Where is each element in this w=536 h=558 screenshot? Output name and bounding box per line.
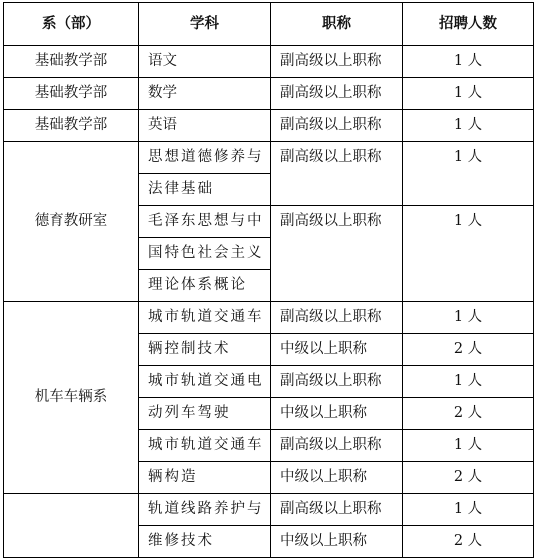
title-cell: 副高级以上职称 [271,430,403,462]
count-cell: 1 人 [403,206,534,302]
count-cell: 1 人 [403,302,534,334]
count-cell: 1 人 [403,366,534,398]
count-cell: 2 人 [403,398,534,430]
subject-line: 理论体系概论 [139,270,271,302]
subject-line: 城市轨道交通车 [139,302,271,334]
subject-line: 辆控制技术 [139,334,271,366]
title-cell: 副高级以上职称 [271,142,403,206]
title-cell: 副高级以上职称 [271,110,403,142]
count-cell: 1 人 [403,430,534,462]
subject-line: 动列车驾驶 [139,398,271,430]
subject-cell: 语文 [139,46,271,78]
table-row [4,302,534,334]
recruitment-table [3,2,534,558]
header-title: 职称 [271,3,403,46]
count-cell: 2 人 [403,462,534,494]
table-row [4,494,534,526]
subject-line: 轨道线路养护与 [139,494,271,526]
subject-line: 思想道德修养与 [139,142,271,174]
table-row [4,142,534,174]
count-cell: 1 人 [403,110,534,142]
title-cell: 中级以上职称 [271,398,403,430]
header-dept: 系（部） [4,3,139,46]
subject-line: 国特色社会主义 [139,238,271,270]
count-cell: 1 人 [403,494,534,526]
title-cell: 副高级以上职称 [271,46,403,78]
count-cell: 1 人 [403,142,534,206]
count-cell: 2 人 [403,526,534,558]
title-cell: 副高级以上职称 [271,78,403,110]
subject-line: 城市轨道交通电 [139,366,271,398]
title-cell: 副高级以上职称 [271,366,403,398]
header-row [4,3,534,46]
count-cell: 1 人 [403,78,534,110]
subject-line: 毛泽东思想与中 [139,206,271,238]
title-cell: 中级以上职称 [271,334,403,366]
table-row [4,46,534,78]
header-subject: 学科 [139,3,271,46]
dept-cell [4,494,139,558]
dept-cell: 基础教学部 [4,110,139,142]
title-cell: 副高级以上职称 [271,302,403,334]
dept-cell: 基础教学部 [4,46,139,78]
subject-cell: 数学 [139,78,271,110]
dept-cell: 德育教研室 [4,142,139,302]
dept-cell: 基础教学部 [4,78,139,110]
dept-cell: 机车车辆系 [4,302,139,494]
table-row [4,110,534,142]
subject-line: 辆构造 [139,462,271,494]
count-cell: 1 人 [403,46,534,78]
count-cell: 2 人 [403,334,534,366]
title-cell: 副高级以上职称 [271,206,403,302]
title-cell: 中级以上职称 [271,462,403,494]
header-count: 招聘人数 [403,3,534,46]
title-cell: 中级以上职称 [271,526,403,558]
subject-line: 城市轨道交通车 [139,430,271,462]
table-row [4,78,534,110]
subject-cell: 英语 [139,110,271,142]
title-cell: 副高级以上职称 [271,494,403,526]
subject-line: 维修技术 [139,526,271,558]
subject-line: 法律基础 [139,174,271,206]
